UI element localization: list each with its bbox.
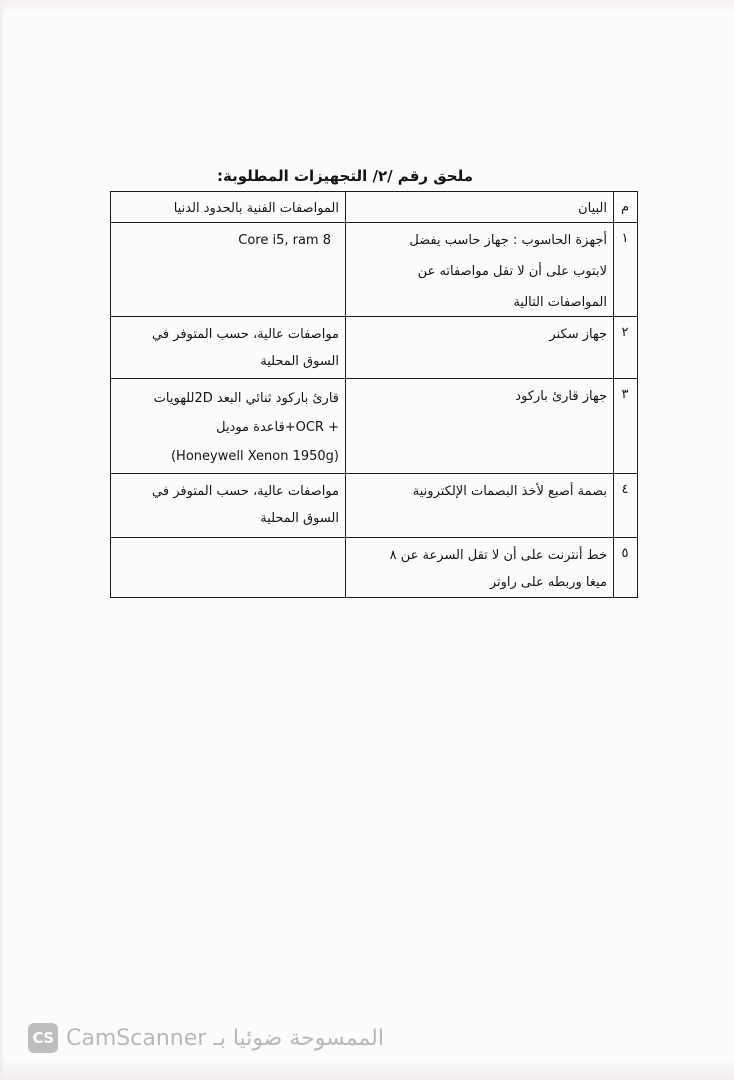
row-item-line: لابتوب على أن لا تقل مواصفاته عن — [417, 264, 607, 279]
document-title: ملحق رقم /٢/ التجهيزات المطلوبة: — [217, 167, 473, 185]
page-edge-shadow — [0, 0, 4, 1080]
row-spec — [111, 474, 346, 538]
row-spec-line: مواصفات عالية، حسب المتوفر في — [152, 484, 339, 499]
row-item-line: أجهزة الحاسوب : جهاز حاسب يفضل — [409, 233, 607, 248]
camscanner-logo: CS — [28, 1023, 58, 1053]
row-spec-line: قارئ باركود ثنائي البعد 2Dللهويات — [153, 391, 339, 406]
row-item-line: جهاز قارئ باركود — [515, 389, 607, 404]
row-spec-line: السوق المحلية — [260, 511, 339, 526]
table-header-row — [111, 192, 638, 223]
camscanner-watermark-text: الممسوحة ضوئيا بـ CamScanner — [66, 1025, 384, 1051]
row-item — [346, 317, 614, 379]
row-item — [346, 538, 614, 598]
row-number: ١ — [614, 223, 638, 317]
row-item-line: المواصفات التالية — [513, 295, 607, 310]
row-number: ٢ — [614, 317, 638, 379]
row-spec — [111, 317, 346, 379]
row-item — [346, 474, 614, 538]
row-item-line: بصمة أصبع لأخذ البصمات الإلكترونية — [412, 484, 607, 499]
table-row — [111, 474, 638, 538]
camscanner-watermark — [28, 1020, 384, 1056]
row-spec — [111, 379, 346, 474]
table-row — [111, 317, 638, 379]
row-number: ٥ — [614, 538, 638, 598]
header-number: م — [614, 192, 638, 223]
row-item-line: ميغا وربطه على راوتر — [489, 575, 607, 590]
table-row — [111, 223, 638, 317]
row-number: ٤ — [614, 474, 638, 538]
row-spec-line: + OCR+قاعدة موديل — [216, 420, 339, 435]
header-item: البيان — [346, 192, 614, 223]
row-spec — [111, 223, 346, 317]
header-spec: المواصفات الفنية بالحدود الدنيا — [111, 192, 346, 223]
row-spec-line: Core i5, ram 8 — [238, 233, 331, 248]
row-item-line: جهاز سكنر — [549, 327, 607, 342]
table-row — [111, 538, 638, 598]
table-row — [111, 379, 638, 474]
row-spec-empty — [111, 538, 346, 598]
page-bottom-shade — [0, 1058, 734, 1080]
row-spec-line: السوق المحلية — [260, 354, 339, 369]
row-item-line: خط أنترنت على أن لا تقل السرعة عن ٨ — [389, 548, 607, 563]
page-top-shade — [0, 0, 734, 14]
row-number: ٣ — [614, 379, 638, 474]
equipment-table — [110, 191, 638, 598]
row-spec-line: مواصفات عالية، حسب المتوفر في — [152, 327, 339, 342]
row-spec-line: (Honeywell Xenon 1950g) — [170, 449, 339, 464]
row-item — [346, 379, 614, 474]
row-item — [346, 223, 614, 317]
